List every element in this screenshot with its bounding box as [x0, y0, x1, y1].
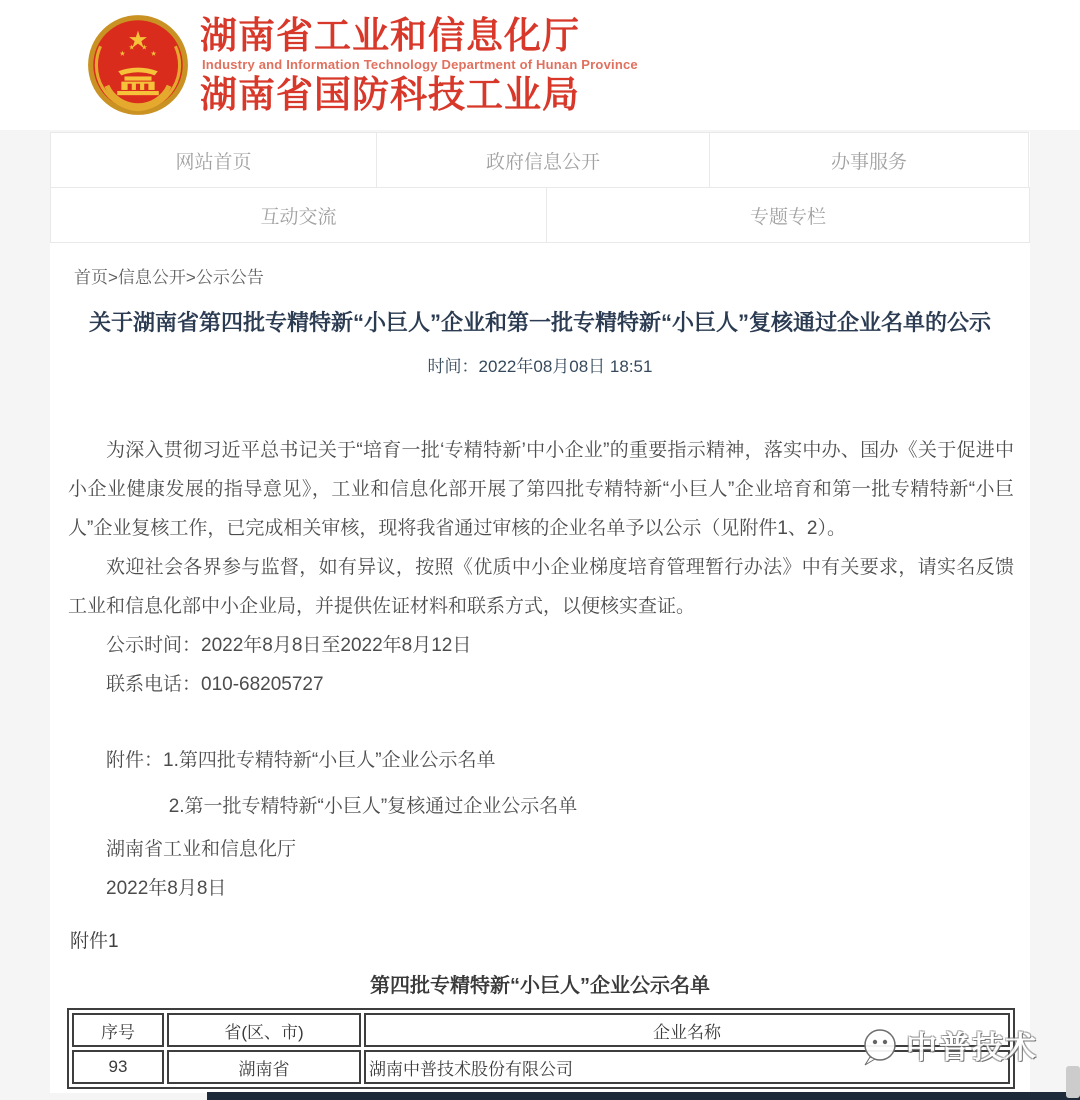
paragraph-supervision: 欢迎社会各界参与监督，如有异议，按照《优质中小企业梯度培育管理暂行办法》中有关要求，请实名反馈工业和信息化部中小企业局，并提供佐证材料和联系方式，以便核实查证。	[68, 557, 1014, 617]
attachment-label: 附件：	[106, 750, 164, 771]
cell-province: 湖南省	[167, 1050, 361, 1084]
nav-item-gov-info[interactable]: 政府信息公开	[376, 132, 710, 188]
article-body	[50, 377, 1030, 908]
national-emblem-logo	[86, 13, 190, 117]
publish-time: 时间：2022年08月08日 18:51	[427, 357, 653, 376]
column-header-index: 序号	[72, 1013, 164, 1047]
attachments-block	[68, 738, 1014, 830]
breadcrumb[interactable]: 首页>信息公开>公示公告	[74, 268, 264, 287]
bottom-divider-strip	[207, 1092, 1080, 1100]
nav-row-2	[50, 188, 1030, 243]
cell-company: 湖南中普技术股份有限公司	[364, 1050, 1010, 1084]
scrollbar-thumb[interactable]	[1066, 1066, 1080, 1098]
contact-phone: 联系电话：010-68205727	[106, 674, 324, 695]
publicity-period: 公示时间：2022年8月8日至2022年8月12日	[106, 635, 472, 656]
wechat-brand-icon	[848, 1020, 902, 1068]
attachment-item-1	[68, 738, 1014, 784]
cell-index: 93	[72, 1050, 164, 1084]
org-name-en: Industry and Information Technology Department of Hunan Province	[202, 57, 638, 72]
signature-org: 湖南省工业和信息化厅	[106, 839, 297, 860]
nav-row-1	[50, 132, 1030, 188]
nav-item-services[interactable]: 办事服务	[709, 132, 1029, 188]
annex-table-title: 第四批专精特新“小巨人”企业公示名单	[370, 975, 710, 997]
site-header	[0, 0, 1080, 130]
attachment-1-text: 1.第四批专精特新“小巨人”企业公示名单	[163, 750, 496, 771]
attachment-item-2: 2.第一批专精特新“小巨人”复核通过企业公示名单	[168, 796, 578, 817]
main-nav	[50, 132, 1030, 243]
watermark-text: 中普技术	[906, 1029, 1038, 1065]
paragraph-intro: 为深入贯彻习近平总书记关于“培育一批‘专精特新’中小企业”的重要指示精神，落实中办、国办《关于促进中小企业健康发展的指导意见》，工业和信息化部开展了第四批专精特新“小巨人”企业培育和第一批专精特新“小巨人”企业复核工作，已完成相关审核，现将我省通过审核的企业名单予以公示（见附件1、2）。	[68, 440, 1014, 539]
watermark	[848, 1020, 1038, 1068]
annex-label: 附件1	[70, 931, 119, 952]
signature-date: 2022年8月8日	[106, 878, 227, 899]
page-title: 关于湖南省第四批专精特新“小巨人”企业和第一批专精特新“小巨人”复核通过企业名单的公示	[88, 310, 991, 335]
org-name-cn: 湖南省工业和信息化厅	[200, 15, 580, 56]
nav-item-interaction[interactable]: 互动交流	[50, 187, 547, 243]
column-header-province: 省(区、市)	[167, 1013, 361, 1047]
org-title-block	[200, 17, 638, 113]
column-header-company: 企业名称	[364, 1013, 1010, 1047]
org-name-cn2: 湖南省国防科技工业局	[200, 74, 580, 115]
nav-item-home[interactable]: 网站首页	[50, 132, 377, 188]
nav-item-special-topics[interactable]: 专题专栏	[546, 187, 1030, 243]
content-column	[50, 132, 1030, 1093]
